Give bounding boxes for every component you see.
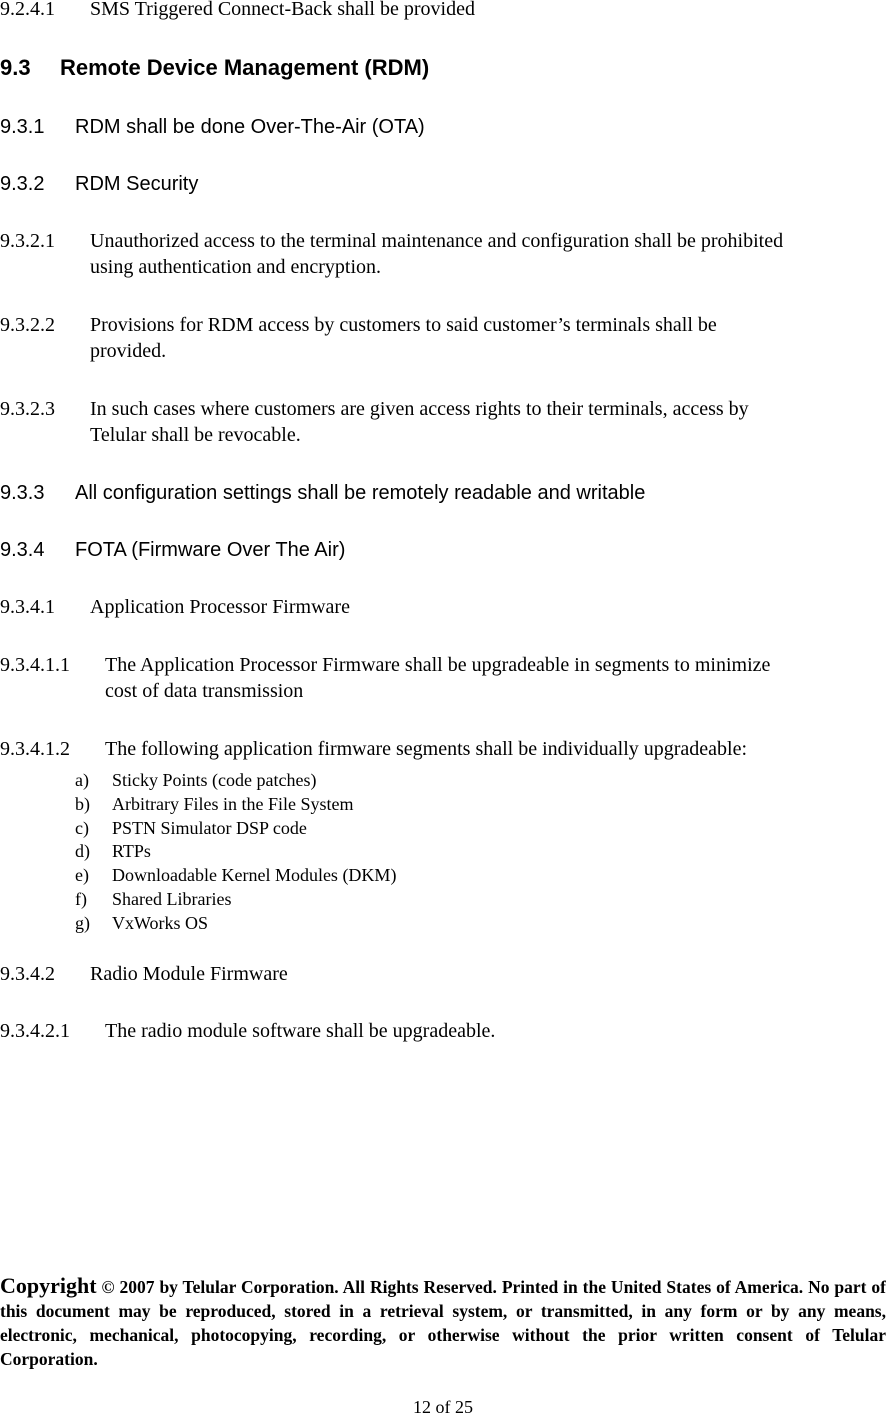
section-number: 9.3.4.1 — [0, 596, 55, 618]
section-text-line2: using authentication and encryption. — [90, 256, 382, 278]
list-text: Sticky Points (code patches) — [112, 770, 317, 790]
section-number: 9.3.2 — [0, 173, 45, 195]
section-number: 9.3.4.2 — [0, 963, 55, 985]
list-text: Downloadable Kernel Modules (DKM) — [112, 865, 397, 885]
section-text-line1: Unauthorized access to the terminal maintenance and configuration shall be prohibited — [90, 230, 784, 252]
copyright-symbol: © — [101, 1277, 115, 1297]
list-text: Arbitrary Files in the File System — [112, 794, 354, 814]
list-marker: a) — [75, 770, 89, 790]
list-text: VxWorks OS — [112, 913, 209, 933]
section-number: 9.2.4.1 — [0, 0, 55, 20]
list-text: PSTN Simulator DSP code — [112, 818, 307, 838]
copyright-text: 2007 by Telular Corporation. All Rights Reserved. Printed in the United States of America. No part of this document may be reproduced, stored in a retrieval system, or transmitted, in any form or by any means, electronic, mechanical, photocopying, recording, or otherwise without the prior written consent of Telular Corporation. — [0, 1277, 886, 1369]
section-title: RDM Security — [75, 173, 199, 195]
section-number: 9.3 — [0, 55, 31, 80]
section-number: 9.3.1 — [0, 116, 45, 138]
section-text: The radio module software shall be upgradeable. — [105, 1020, 496, 1042]
section-number: 9.3.2.2 — [0, 314, 55, 336]
section-number: 9.3.4.2.1 — [0, 1020, 70, 1042]
section-text-line2: provided. — [90, 340, 167, 362]
section-text: The following application firmware segments shall be individually upgradeable: — [105, 738, 748, 760]
section-title: All configuration settings shall be remotely readable and writable — [75, 482, 646, 504]
section-number: 9.3.4.1.2 — [0, 738, 70, 760]
list-marker: e) — [75, 865, 89, 885]
section-number: 9.3.4 — [0, 539, 45, 561]
section-text-line1: In such cases where customers are given access rights to their terminals, access by — [90, 398, 749, 420]
section-number: 9.3.3 — [0, 482, 45, 504]
section-text: SMS Triggered Connect-Back shall be provided — [90, 0, 475, 20]
list-marker: d) — [75, 841, 90, 861]
section-text: Radio Module Firmware — [90, 963, 288, 985]
copyright-notice — [0, 1274, 886, 1371]
section-title: FOTA (Firmware Over The Air) — [75, 539, 346, 561]
list-marker: b) — [75, 794, 90, 814]
section-text-line1: Provisions for RDM access by customers to said customer’s terminals shall be — [90, 314, 717, 336]
section-number: 9.3.2.1 — [0, 230, 55, 252]
section-text-line2: cost of data transmission — [105, 680, 304, 702]
section-text: Application Processor Firmware — [90, 596, 350, 618]
page-number: 12 of 25 — [413, 1397, 473, 1417]
section-number: 9.3.4.1.1 — [0, 654, 70, 676]
list-marker: g) — [75, 913, 90, 933]
section-number: 9.3.2.3 — [0, 398, 55, 420]
list-marker: f) — [75, 889, 87, 909]
list-text: Shared Libraries — [112, 889, 232, 909]
copyright-word: Copyright — [0, 1273, 97, 1298]
list-marker: c) — [75, 818, 89, 838]
section-title: Remote Device Management (RDM) — [60, 55, 430, 80]
section-title: RDM shall be done Over-The-Air (OTA) — [75, 116, 425, 138]
section-text-line1: The Application Processor Firmware shall be upgradeable in segments to minimize — [105, 654, 771, 676]
section-text-line2: Telular shall be revocable. — [90, 424, 301, 446]
list-text: RTPs — [112, 841, 151, 861]
